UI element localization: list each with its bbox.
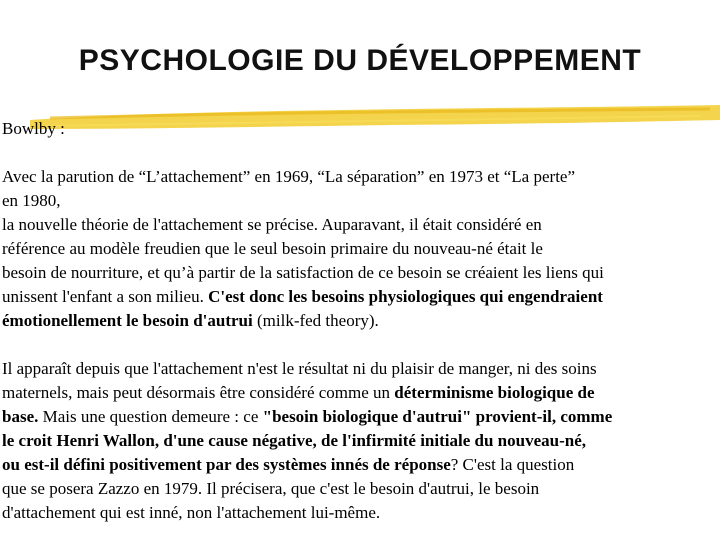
paragraph-1-line-7 [2, 309, 720, 333]
text-run: maternels, mais peut désormais être considéré comme un [2, 383, 395, 402]
emphasis-run: le croit Henri Wallon, d'une cause négative, de l'infirmité initiale du nouveau-né, [2, 431, 586, 450]
text-run: ? C'est la question [450, 455, 575, 474]
page-title: PSYCHOLOGIE DU DÉVELOPPEMENT [78, 44, 642, 77]
paragraph-2-line-4 [2, 429, 720, 453]
paragraph-1-line-6 [2, 285, 720, 309]
emphasis-run: ou est-il défini positivement par des systèmes innés de réponse [2, 455, 451, 474]
slide-body [2, 117, 720, 525]
text-run: unissent l'enfant a son milieu. [2, 287, 209, 306]
paragraph-2-line-7: d'attachement qui est inné, non l'attachement lui-même. [2, 503, 381, 522]
paragraph-2-line-1: Il apparaît depuis que l'attachement n'est le résultat ni du plaisir de manger, ni des soins [2, 359, 597, 378]
paragraph-2-line-6: que se posera Zazzo en 1979. Il précisera, que c'est le besoin d'autrui, le besoin [2, 479, 540, 498]
paragraph-1-line-1: Avec la parution de “L’attachement” en 1969, “La séparation” en 1973 et “La perte” [2, 167, 576, 186]
paragraph-1-line-5: besoin de nourriture, et qu’à partir de la satisfaction de ce besoin se créaient les liens qui [2, 263, 604, 282]
emphasis-run: C'est donc les besoins physiologiques qui engendraient [208, 287, 603, 306]
text-run: (milk-fed theory). [252, 311, 379, 330]
paragraph-2-line-2 [2, 381, 720, 405]
paragraph-1-line-4: référence au modèle freudien que le seul besoin primaire du nouveau-né était le [2, 239, 543, 258]
paragraph-1-line-3: la nouvelle théorie de l'attachement se précise. Auparavant, il était considéré en [2, 215, 542, 234]
emphasis-run: base. [2, 407, 39, 426]
paragraph-2-line-3 [2, 405, 720, 429]
text-run: Mais une question demeure : ce [38, 407, 263, 426]
paragraph-1-line-2: en 1980, [2, 191, 61, 210]
section-heading: Bowlby : [2, 119, 65, 138]
emphasis-run: émotionellement le besoin d'autrui [2, 311, 253, 330]
emphasis-run: déterminisme biologique de [394, 383, 595, 402]
emphasis-run: "besoin biologique d'autrui" provient-il, comme [262, 407, 613, 426]
paragraph-2-line-5 [2, 453, 720, 477]
